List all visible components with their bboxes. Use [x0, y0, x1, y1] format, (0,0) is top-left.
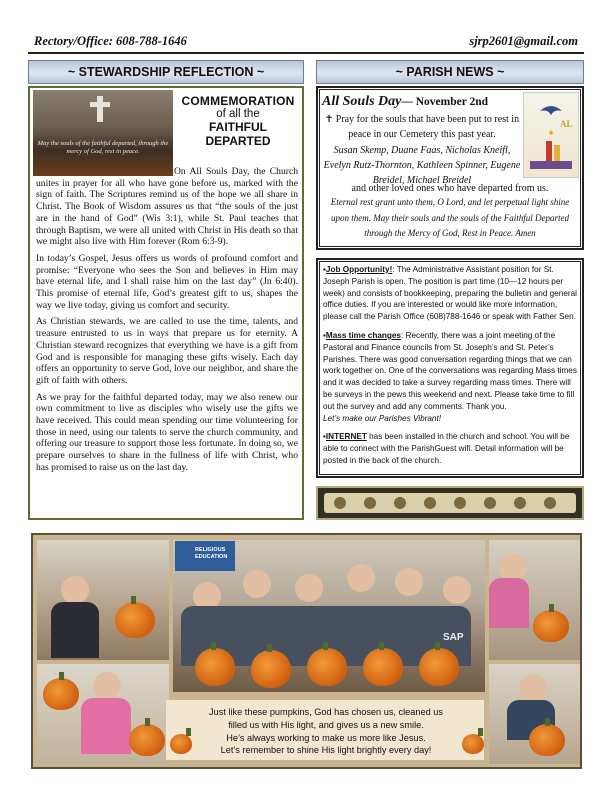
- paragraph: On All Souls Day, the Church unites in prayer for all who have gone before us, marked with the sign of faith. The Scriptures remind us of the hope we all share in Christ. The Book of Wisdom assures us that “the souls of the just are in the hand of God” (Wis 3:1), while St. Paul teaches that through Baptism, we were all united with Christ in His death so that we might also live with Him forever (Rom 6:3-9).: [36, 166, 298, 248]
- paragraph: In today’s Gospel, Jesus offers us words of profound comfort and promise: “Everyone who sees the Son and believes in Him may have eternal life, and I shall raise him on the last day” (Jn 6:40). This promise of eternal life, God’s greatest gift to us, shapes the way we live today, giving us comfort and security.: [36, 252, 298, 311]
- child-shirt: [81, 698, 131, 754]
- ornament-band: [324, 493, 576, 513]
- child: [243, 570, 271, 598]
- mass-heading: Mass time changes: [325, 330, 401, 340]
- flourish-icon: [394, 497, 406, 509]
- pumpkin-icon: [529, 724, 565, 756]
- mass-text: : Recently, there was a joint meeting of the Pastoral and Finance councils from St. Joseph’s and St. Peter’s Parishes. There was good conversation regarding things that we can work together on. One of the conversations was regarding Mass times and it was decided to take a survey regarding mass times. There will be surveys in the pews this weekend and next. Please take time to fill out the survey and add any comments. Thank you.: [323, 330, 577, 411]
- job-heading: Job Opportunity!: [325, 265, 393, 274]
- flourish-icon: [334, 497, 346, 509]
- departed-line: and other loved ones who have departed from us.: [351, 183, 549, 194]
- internet-text: has been installed in the church and school. You will be able to connect with the ParishGuest wifi. Detail information will be posted in the back of the church.: [323, 432, 570, 465]
- pumpkin-icon: [129, 724, 165, 756]
- jack-o-lantern-icon: [462, 734, 484, 754]
- religious-education-badge: RELIGIOUS EDUCATION: [175, 541, 235, 571]
- news-item-job: ▪Job Opportunity!: The Administrative Assistant position for St. Joseph Parish is open. The position is part time (10—12 hours per week) and consists of bookkeeping, preparing the bulletin and general office duties. If you are interested or would like more information, please call the Parish Office (608)788-1646 or speak with Father Sen.: [323, 265, 577, 322]
- child-shirt: [489, 578, 529, 628]
- all-souls-intro: [322, 112, 522, 188]
- pumpkin-icon: [533, 610, 569, 642]
- flourish-icon: [484, 497, 496, 509]
- child-shirt: [51, 602, 99, 658]
- flourish-icon: [454, 497, 466, 509]
- pumpkin-icon: [363, 648, 403, 686]
- photo-bottom-right: [489, 664, 580, 764]
- paragraph: As we pray for the faithful departed today, may we also renew our own commitment to live as disciples who wisely use the gifts we have received. This could mean spending our time volunteering for those in need, using our talents to serve the church community, and offering our treasure to support those less fortunate. In doing so, we prepare ourselves to share in the fullness of life with Christ, who has promised to raise us on the last day.: [36, 391, 298, 473]
- names-list: Susan Skemp, Duane Faas, Nicholas Kneifl, Evelyn Rutz-Thornton, Kathleen Spinner, Eugene Breidel, Michael Breidel: [323, 144, 521, 187]
- child: [93, 672, 121, 700]
- caption-line: filled us with His light, and gives us a new smile.: [228, 719, 424, 730]
- pumpkin-icon: [251, 650, 291, 688]
- eternal-rest-prayer: Eternal rest grant unto them, O Lord, and let perpetual light shine upon them. May their souls and the souls of the Faithful Departed through the Mercy of God, Rest in Peace. Amen: [330, 197, 570, 238]
- parish-news-header: ~ PARISH NEWS ~: [316, 60, 584, 84]
- paragraph: As Christian stewards, we are called to use the time, talents, and treasure entrusted to us in ways that prepare us for eternity. A Christian steward recognizes that everything we have is a gift from God and is responsible for managing these gifts wisely. Each day offers an opportunity to serve God, love our neighbor, and share the gift of faith with others.: [36, 316, 298, 386]
- decorative-ornament: [316, 486, 584, 520]
- flourish-icon: [424, 497, 436, 509]
- child: [347, 564, 375, 592]
- all-souls-date: — November 2nd: [401, 96, 489, 108]
- all-souls-title: [322, 93, 488, 110]
- intro-line: ✝ Pray for the souls that have been put to rest in peace in our Cemetery this past year.: [324, 114, 520, 141]
- child: [519, 674, 547, 702]
- svg-text:AL: AL: [560, 119, 573, 129]
- child: [295, 574, 323, 602]
- internet-heading: INTERNET: [325, 432, 367, 442]
- pumpkin-icon: [43, 678, 79, 710]
- photo-top-right: [489, 540, 580, 660]
- dove-candle-image: [523, 92, 579, 178]
- header-rule: [28, 52, 584, 54]
- news-item-mass: ▪Mass time changes: Recently, there was a joint meeting of the Pastoral and Finance councils from St. Joseph’s and St. Peter’s Parishes. There was good conversation regarding things that we can work together on. One of the conversations was regarding Mass times and it was decided to take a survey regarding mass times. There will be surveys in the pews this weekend and next. Please take time to fill out the survey and add any comments. Thank you. Let’s make our Parishes Vibrant!: [323, 330, 577, 423]
- flourish-icon: [364, 497, 376, 509]
- office-phone: Rectory/Office: 608-788-1646: [34, 34, 187, 48]
- dove-icon: [524, 93, 578, 177]
- cross-bar: [90, 102, 110, 107]
- flourish-icon: [544, 497, 556, 509]
- flourish-icon: [514, 497, 526, 509]
- collage-caption: [181, 706, 471, 757]
- all-souls-title-text: All Souls Day: [322, 94, 402, 109]
- photo-bottom-left: [37, 664, 169, 764]
- mass-slogan: Let’s make our Parishes Vibrant!: [323, 413, 442, 423]
- news-items: [323, 264, 579, 474]
- image-caption: May the souls of the faithful departed, through the mercy of God, rest in peace.: [37, 140, 169, 155]
- heading-line-4: DEPARTED: [205, 134, 271, 148]
- job-text: : The Administrative Assistant position for St. Joseph Parish is open. The position is part time (10—12 hours per week) and consists of bookkeeping, preparing the bulletin and general office duties. If you are interested or would like more information, please call the Parish Office (608)788-1646 or speak with Father Sen.: [323, 265, 577, 322]
- child: [443, 576, 471, 604]
- pumpkin-icon: [419, 648, 459, 686]
- cross-icon: [97, 96, 103, 122]
- pumpkin-icon: [115, 602, 155, 638]
- heading-line-3: FAITHFUL: [209, 120, 267, 134]
- stewardship-header: ~ STEWARDSHIP REFLECTION ~: [28, 60, 304, 84]
- heading-line-2: of all the: [216, 108, 260, 120]
- heading-line-1: COMMEMORATION: [181, 94, 295, 108]
- stewardship-text: [36, 166, 298, 479]
- caption-line: Let’s remember to shine His light brightly every day!: [220, 745, 432, 756]
- pumpkin-icon: [307, 648, 347, 686]
- top-bar: [34, 34, 578, 52]
- commemoration-heading: [176, 94, 300, 148]
- child: [61, 576, 89, 604]
- news-item-internet: ▪INTERNET has been installed in the church and school. You will be able to connect with the ParishGuest wifi. Detail information will be posted in the back of the church.: [323, 432, 570, 465]
- pumpkin-icon: [195, 648, 235, 686]
- email-address: sjrp2601@gmail.com: [469, 34, 578, 48]
- cemetery-image: [33, 90, 173, 176]
- caption-line: Just like these pumpkins, God has chosen us, cleaned us: [209, 707, 443, 717]
- photo-top-left: [37, 540, 169, 660]
- jack-o-lantern-icon: [170, 734, 192, 754]
- caption-line: He’s always working to make us more like Jesus.: [226, 732, 426, 743]
- shirt-text: SAP: [443, 632, 464, 643]
- child: [395, 568, 423, 596]
